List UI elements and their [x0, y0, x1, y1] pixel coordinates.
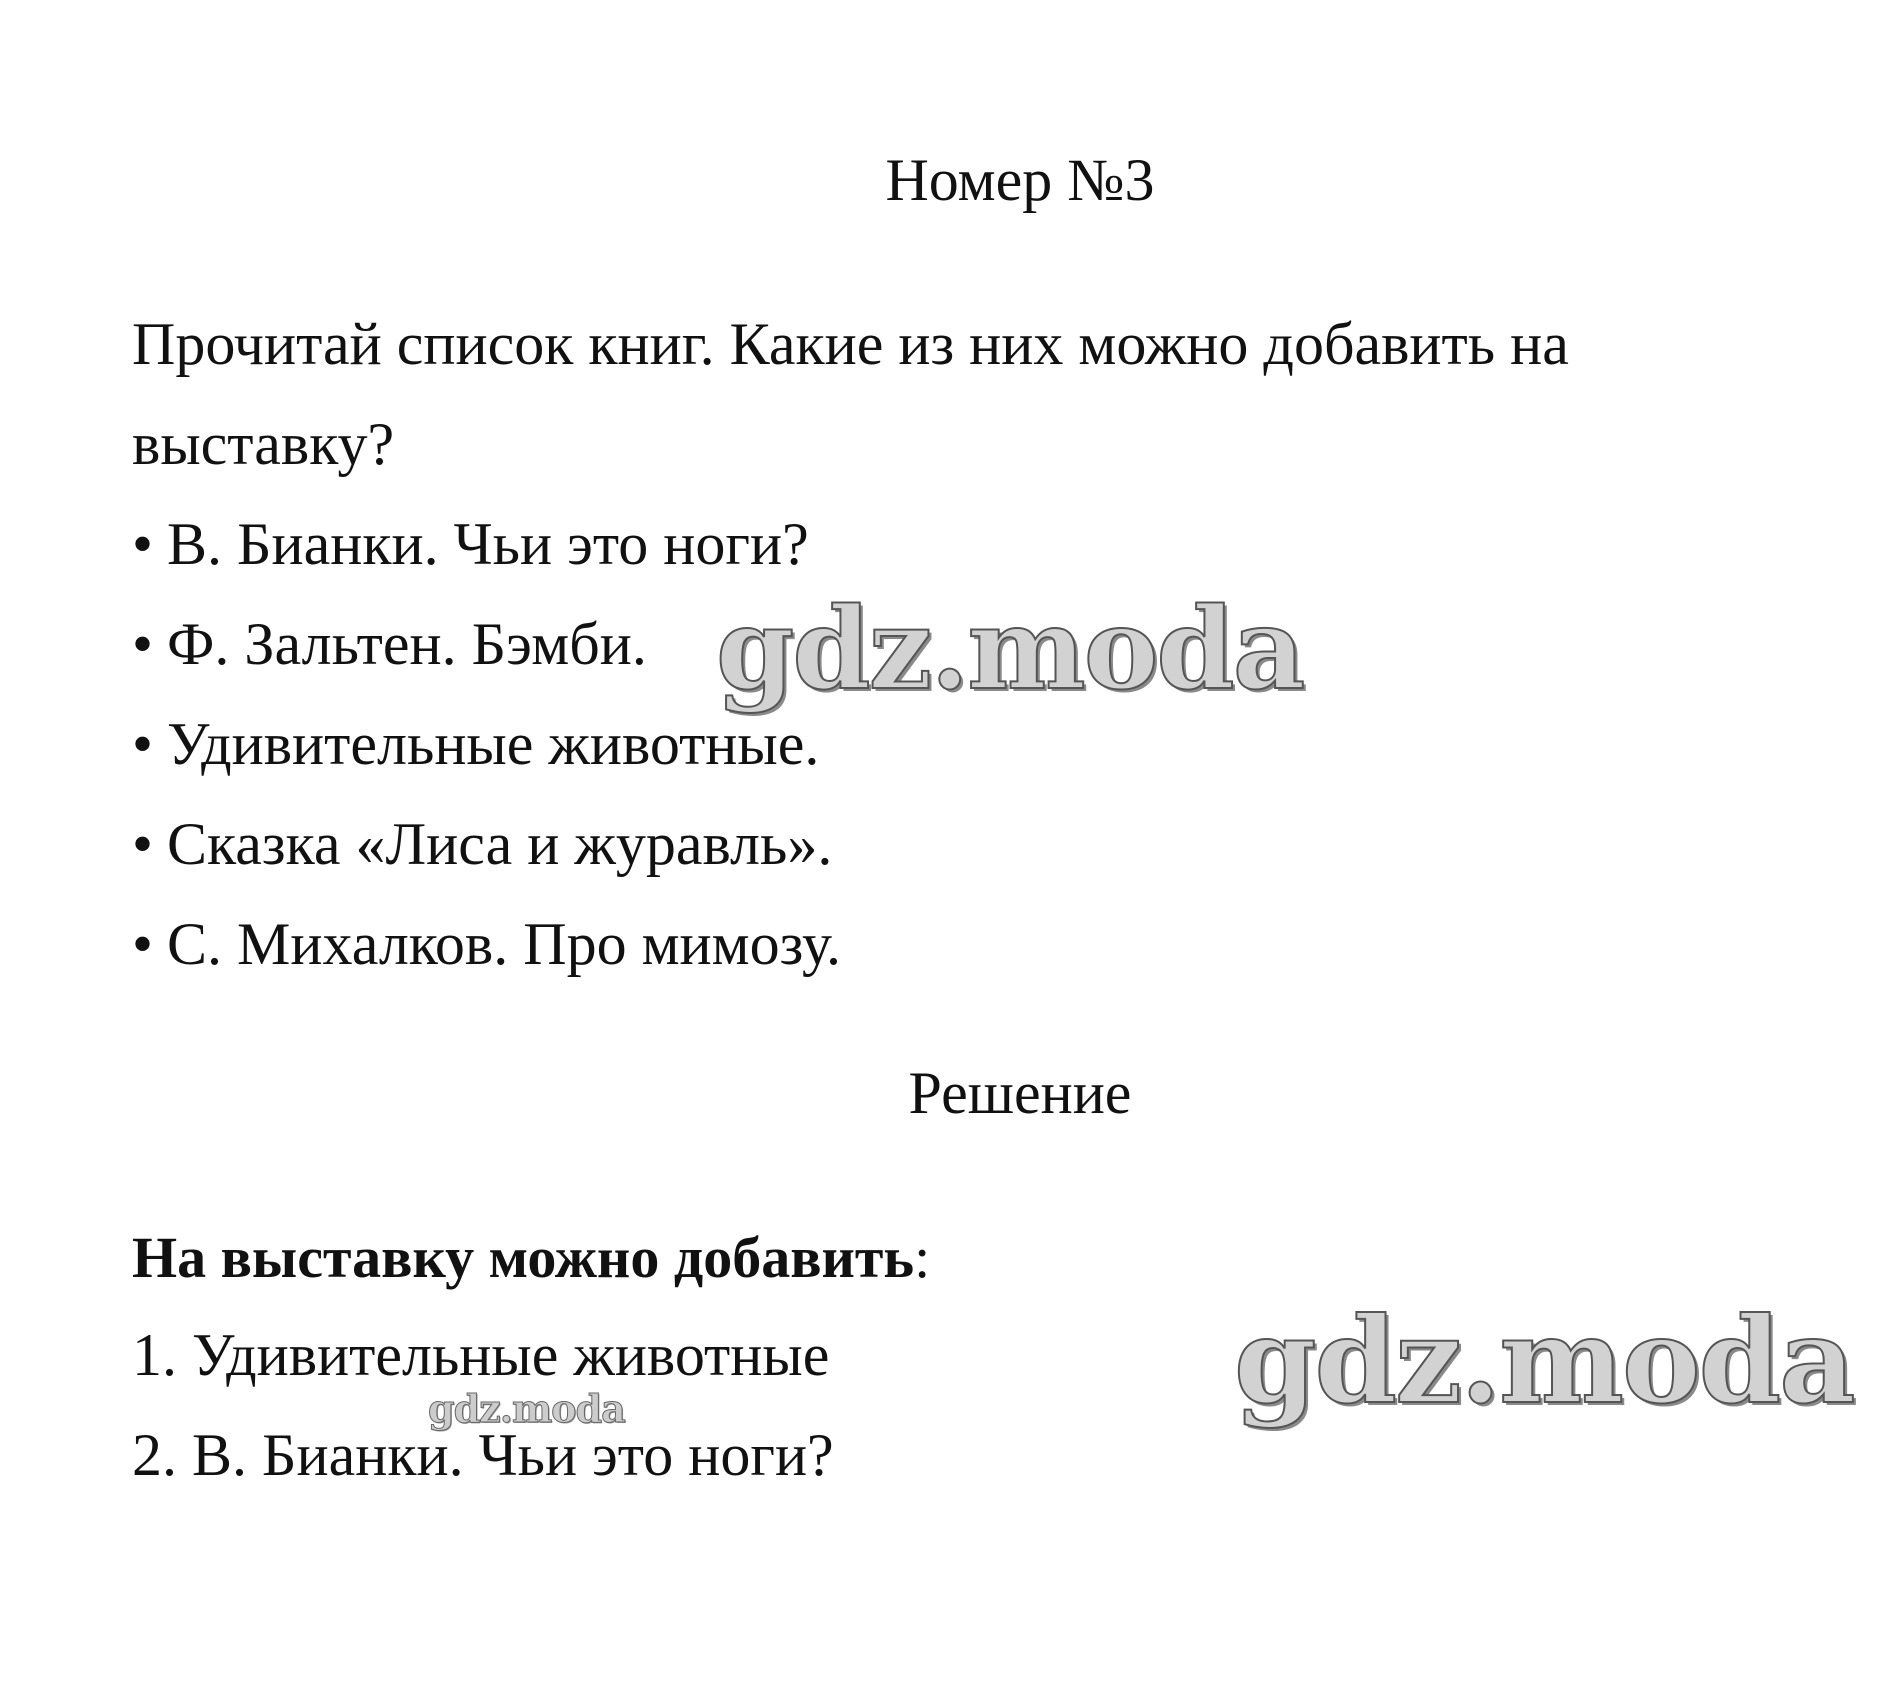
task-question: Прочитай список книг. Какие из них можно добавить на выставку? [132, 311, 1569, 477]
answer-heading-colon: : [914, 1225, 931, 1290]
bullet-icon: • [132, 611, 154, 677]
book-item-text: В. Бианки. Чьи это ноги? [167, 511, 809, 577]
task-text-block [132, 294, 1832, 494]
page-title: Номер №3 [885, 147, 1155, 213]
book-item [132, 894, 841, 994]
watermark-logo: gdz.moda [716, 584, 1304, 715]
book-item-text: Ф. Зальтен. Бэмби. [167, 611, 647, 677]
watermark-logo-small: gdz.moda [428, 1386, 625, 1431]
bullet-icon: • [132, 911, 154, 977]
answer-heading-text: На выставку можно добавить [132, 1225, 915, 1290]
watermark-logo: gdz.moda [1234, 1291, 1854, 1430]
answer-item: 1. Удивительные животные [132, 1322, 830, 1388]
answer-item: 2. В. Бианки. Чьи это ноги? [132, 1422, 834, 1488]
book-list [132, 494, 841, 994]
answer-heading [132, 1208, 930, 1308]
bullet-icon: • [132, 811, 154, 877]
book-item-text: С. Михалков. Про мимозу. [167, 911, 842, 977]
book-item [132, 794, 841, 894]
book-item-text: Удивительные животные. [167, 711, 820, 777]
bullet-icon: • [132, 511, 154, 577]
bullet-icon: • [132, 711, 154, 777]
book-item-text: Сказка «Лиса и журавль». [167, 811, 833, 877]
book-item [132, 494, 841, 594]
solution-title: Решение [908, 1060, 1132, 1126]
